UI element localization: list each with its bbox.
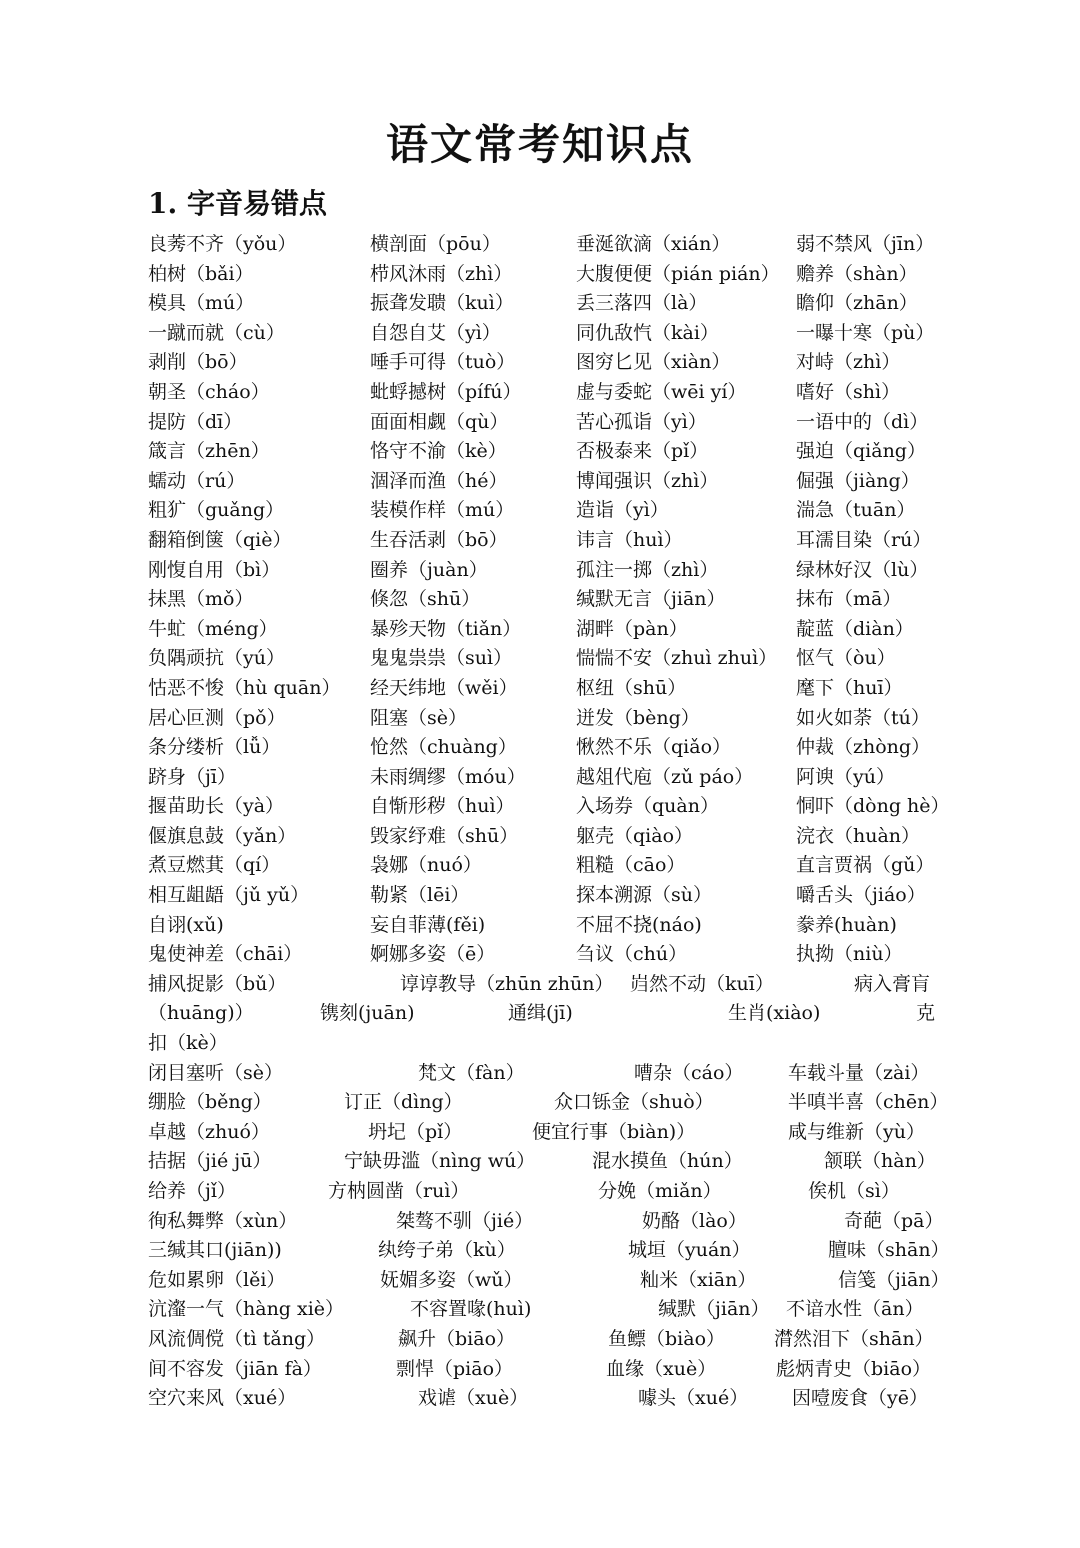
list-item: 横剖面（pōu）: [370, 233, 501, 255]
list-item: 未雨绸缪（móu）: [370, 765, 526, 788]
list-item: 方枘圆凿（ruì）: [328, 1180, 470, 1202]
list-item: 条分缕析（lǚ）: [148, 736, 281, 759]
list-item: 恫吓（dòng hè）: [796, 795, 950, 818]
list-item: 提防（dī）: [148, 410, 243, 433]
list-item: 湖畔（pàn）: [576, 617, 688, 640]
list-item: 袅娜（nuó）: [370, 854, 482, 877]
list-item: 怙恶不悛（hù quān）: [148, 676, 341, 699]
list-item: 卓越（zhuó）: [148, 1120, 270, 1143]
list-item: 涸泽而渔（hé）: [370, 469, 508, 492]
list-row: [148, 881, 948, 911]
list-row: [148, 822, 948, 852]
list-item: 宁缺毋滥（nìng wú）: [344, 1150, 536, 1173]
list-item: 噱头（xué）: [638, 1387, 749, 1410]
list-item: 梵文（fàn）: [418, 1061, 525, 1084]
list-item: 飙升（biāo）: [398, 1327, 516, 1350]
list-item: 俟机（sì）: [808, 1180, 900, 1202]
list-row: [148, 851, 948, 881]
list-item: 潸然泪下（shān）: [774, 1327, 934, 1350]
list-item: 捕风捉影（bǔ）: [148, 972, 287, 995]
list-item: 模具（mú）: [148, 292, 255, 315]
list-item: 蚍蜉撼树（pífú）: [370, 380, 522, 403]
list-item: 鬼使神差（chāi）: [148, 943, 303, 966]
list-row: [148, 940, 948, 970]
list-row: [148, 644, 948, 674]
list-item: 揠苗助长（yà）: [148, 795, 285, 818]
list-item: 耳濡目染（rú）: [796, 528, 932, 551]
list-item: 沆瀣一气（hàng xiè）: [148, 1298, 345, 1321]
list-item: 倔强（jiàng）: [796, 469, 920, 492]
list-item: 剽悍（piāo）: [396, 1357, 514, 1380]
list-item: 三缄其口(jiān)): [148, 1239, 282, 1262]
list-item: 给养（jǐ）: [148, 1180, 236, 1202]
list-item: 拮据（jié jū）: [148, 1150, 272, 1173]
list-row: [148, 1207, 948, 1237]
list-item: 勒紧（lēi）: [370, 884, 470, 907]
list-row: [148, 999, 948, 1029]
list-item: 翻箱倒箧（qiè）: [148, 528, 292, 551]
list-item: 缄默无言（jiān）: [576, 588, 726, 611]
list-item: 刍议（chú）: [576, 943, 688, 966]
list-row: [148, 289, 948, 319]
list-item: 抹布（mā）: [796, 588, 902, 611]
list-item: 探本溯源（sù）: [576, 884, 712, 907]
list-item: 剥削（bō）: [148, 351, 248, 374]
list-item: 越俎代庖（zǔ páo）: [576, 765, 754, 788]
list-item: 桀骜不驯（jié）: [396, 1209, 534, 1232]
list-row: [148, 1029, 948, 1059]
list-row: [148, 1325, 948, 1355]
list-item: 风流倜傥（tì tǎng）: [148, 1327, 326, 1350]
list-item: 跻身（jī）: [148, 765, 236, 788]
list-item: 咸与维新（yù）: [788, 1120, 925, 1143]
list-row: [148, 1059, 948, 1089]
list-item: 籼米（xiān）: [640, 1268, 757, 1291]
list-item: 徇私舞弊（xùn）: [148, 1209, 298, 1232]
list-item: 抹黑（mǒ）: [148, 588, 254, 611]
list-row: [148, 1236, 948, 1266]
list-row: [148, 230, 948, 260]
list-item: 负隅顽抗（yú）: [148, 647, 285, 670]
list-item: 阿谀（yú）: [796, 765, 895, 788]
list-row: [148, 704, 948, 734]
list-item: 执拗（niù）: [796, 943, 903, 966]
list-item: 倏忽（shū）: [370, 588, 481, 611]
list-item: 粗犷（guǎng）: [148, 499, 285, 522]
list-item: 靛蓝（diàn）: [796, 617, 914, 640]
list-item: 圈养（juàn）: [370, 558, 488, 581]
list-item: 不容置喙(huì): [410, 1298, 532, 1321]
list-item: 空穴来风（xué）: [148, 1387, 297, 1410]
list-item: 绿林好汉（lù）: [796, 558, 929, 581]
list-row: [148, 348, 948, 378]
list-item: 毁家纾难（shū）: [370, 824, 519, 847]
list-item: 一语中的（dì）: [796, 410, 929, 433]
list-row: [148, 615, 948, 645]
list-item: 奶酪（lào）: [642, 1209, 747, 1232]
list-item: 偃旗息鼓（yǎn）: [148, 824, 297, 847]
list-row: [148, 467, 948, 497]
list-item: 不屈不挠(náo): [576, 913, 702, 936]
list-row: [148, 1295, 948, 1325]
list-item: 谆谆教导（zhūn zhūn）: [400, 972, 614, 995]
list-row: [148, 319, 948, 349]
list-row: [148, 378, 948, 408]
list-row: [148, 1147, 948, 1177]
list-row: [148, 970, 948, 1000]
list-item: 牛虻（méng）: [148, 617, 278, 640]
list-row: [148, 1088, 948, 1118]
list-item: 粗糙（cāo）: [576, 854, 686, 877]
list-item: 大腹便便（pián pián）: [576, 262, 780, 285]
list-item: 车载斗量（zài）: [788, 1061, 930, 1084]
list-row: [148, 526, 948, 556]
list-item: 面面相觑（qù）: [370, 410, 509, 433]
list-item: 箴言（zhēn）: [148, 440, 270, 463]
list-item: 怄气（òu）: [796, 647, 896, 670]
list-row: [148, 763, 948, 793]
list-item: 孤注一掷（zhì）: [576, 558, 719, 581]
list-item: 图穷匕见（xiàn）: [576, 351, 731, 374]
list-item: 妄自菲薄(fěi): [370, 913, 486, 936]
list-row: [148, 408, 948, 438]
list-item: 半嗔半喜（chēn）: [788, 1091, 949, 1114]
list-item: 膻味（shān）: [828, 1239, 950, 1262]
list-item: 麾下（huī）: [796, 676, 903, 699]
page-title: 语文常考知识点: [385, 120, 694, 169]
list-item: 鬼鬼祟祟（suì）: [370, 647, 513, 670]
list-item: 订正（dìng）: [344, 1091, 463, 1114]
list-item: 血缘（xuè）: [606, 1357, 717, 1380]
list-item: 否极泰来（pǐ）: [576, 440, 709, 463]
list-row: [148, 911, 948, 941]
list-item: 弱不禁风（jīn）: [796, 233, 935, 255]
list-item: 垂涎欲滴（xián）: [576, 233, 731, 255]
list-item: 苦心孤诣（yì）: [576, 410, 707, 433]
list-row: [148, 674, 948, 704]
list-item: 赡养（shàn）: [796, 262, 918, 285]
list-item: 相互龃龉（jǔ yǔ）: [148, 884, 310, 907]
list-item: 豢养(huàn): [796, 913, 897, 936]
list-item: 颔联（hàn）: [824, 1150, 936, 1173]
list-item: 经天纬地（wěi）: [370, 676, 518, 699]
list-item: 闭目塞听（sè）: [148, 1061, 283, 1084]
list-item: 众口铄金（shuò）: [554, 1091, 714, 1114]
list-row: [148, 792, 948, 822]
list-item: 入场券（quàn）: [576, 795, 719, 818]
list-item: 混水摸鱼（hún）: [592, 1150, 743, 1173]
list-item: 婀娜多姿（ē）: [370, 943, 496, 966]
list-row: [148, 1384, 948, 1414]
list-item: 生肖(xiào): [728, 1002, 821, 1025]
list-item: 嘈杂（cáo）: [634, 1061, 744, 1084]
list-item: 克: [916, 1002, 936, 1025]
list-item: 戏谑（xuè）: [418, 1387, 529, 1410]
list-row: [148, 556, 948, 586]
list-item: 自诩(xǔ): [148, 913, 224, 936]
list-item: 蠕动（rú）: [148, 469, 246, 492]
list-item: 城垣（yuán）: [628, 1239, 751, 1262]
list-item: 彪炳青史（biāo）: [776, 1357, 932, 1380]
list-item: 通缉(jī): [508, 1002, 573, 1025]
list-item: 朝圣（cháo）: [148, 380, 270, 403]
list-item: 岿然不动（kuī）: [630, 972, 774, 995]
list-item: 奇葩（pā）: [844, 1209, 944, 1232]
list-item: 信笺（jiān）: [838, 1268, 950, 1291]
list-item: 危如累卵（lěi）: [148, 1268, 286, 1291]
list-item: 纨绔子弟（kù）: [378, 1239, 516, 1262]
list-item: 妩媚多姿（wǔ）: [380, 1268, 523, 1291]
list-item: 如火如荼（tú）: [796, 706, 930, 729]
list-item: 丢三落四（là）: [576, 292, 708, 315]
list-item: 镌刻(juān): [320, 1002, 415, 1025]
list-item: 恪守不渝（kè）: [370, 440, 507, 463]
list-item: 一蹴而就（cù）: [148, 321, 285, 344]
list-item: 自怨自艾（yì）: [370, 321, 501, 344]
list-item: 病入膏肓: [854, 972, 931, 995]
pronunciation-list: [148, 230, 948, 1414]
list-row: [148, 1118, 948, 1148]
list-item: 因噎废食（yē）: [792, 1387, 928, 1410]
list-item: 煮豆燃萁（qí）: [148, 854, 281, 877]
list-row: [148, 1177, 948, 1207]
section-heading: 1. 字音易错点: [148, 187, 327, 220]
list-row: [148, 1355, 948, 1385]
list-item: 直言贾祸（gǔ）: [796, 854, 935, 877]
list-item: 瞻仰（zhān）: [796, 292, 918, 315]
list-row: [148, 1266, 948, 1296]
list-item: 对峙（zhì）: [796, 351, 901, 374]
list-row: [148, 585, 948, 615]
list-item: 自惭形秽（huì）: [370, 795, 515, 818]
list-item: 同仇敌忾（kài）: [576, 321, 719, 344]
list-item: 湍急（tuān）: [796, 499, 916, 522]
list-item: 虚与委蛇（wēi yí）: [576, 380, 747, 403]
list-row: [148, 437, 948, 467]
list-item: 躯壳（qiào）: [576, 824, 694, 847]
list-item: 强迫（qiǎng）: [796, 440, 926, 463]
list-item: 不谙水性（ān）: [786, 1298, 924, 1321]
list-item: 绷脸（běng）: [148, 1091, 272, 1114]
list-item: 生吞活剥（bō）: [370, 528, 508, 551]
list-row: [148, 496, 948, 526]
list-item: 暴殄天物（tiǎn）: [370, 617, 522, 640]
list-item: 博闻强识（zhì）: [576, 469, 719, 492]
list-item: 枢纽（shū）: [576, 676, 687, 699]
list-item: 便宜行事（biàn)）: [532, 1120, 696, 1143]
list-item: 愀然不乐（qiǎo）: [576, 736, 732, 759]
list-item: 柏树（bǎi）: [148, 262, 254, 285]
list-item: 迸发（bèng）: [576, 706, 700, 729]
list-item: 坍圮（pǐ）: [368, 1120, 463, 1143]
list-item: 装模作样（mú）: [370, 499, 515, 522]
list-item: 嗜好（shì）: [796, 380, 901, 403]
list-item: （huāng)）: [148, 1002, 254, 1025]
list-item: 阻塞（sè）: [370, 706, 467, 729]
list-item: 居心叵测（pǒ）: [148, 706, 286, 729]
list-item: 刚愎自用（bì）: [148, 558, 281, 581]
list-item: 缄默（jiān）: [658, 1298, 770, 1321]
list-item: 嚼舌头（jiáo）: [796, 884, 926, 907]
list-item: 讳言（huì）: [576, 528, 683, 551]
list-item: 扣（kè）: [148, 1032, 228, 1055]
list-item: 鱼鳔（biào）: [608, 1327, 726, 1350]
list-item: 振聋发聩（kuì）: [370, 292, 514, 315]
list-item: 惴惴不安（zhuì zhuì）: [576, 647, 778, 670]
list-item: 一曝十寒（pù）: [796, 321, 935, 344]
list-row: [148, 260, 948, 290]
list-item: 浣衣（huàn）: [796, 824, 921, 847]
list-row: [148, 733, 948, 763]
list-item: 唾手可得（tuò）: [370, 351, 516, 374]
list-item: 栉风沐雨（zhì）: [370, 262, 513, 285]
list-item: 分娩（miǎn）: [598, 1180, 722, 1202]
list-item: 怆然（chuàng）: [370, 736, 517, 759]
list-item: 造诣（yì）: [576, 499, 669, 522]
list-item: 间不容发（jiān fà）: [148, 1357, 322, 1380]
list-item: 仲裁（zhòng）: [796, 736, 931, 759]
list-item: 良莠不齐（yǒu）: [148, 233, 297, 255]
